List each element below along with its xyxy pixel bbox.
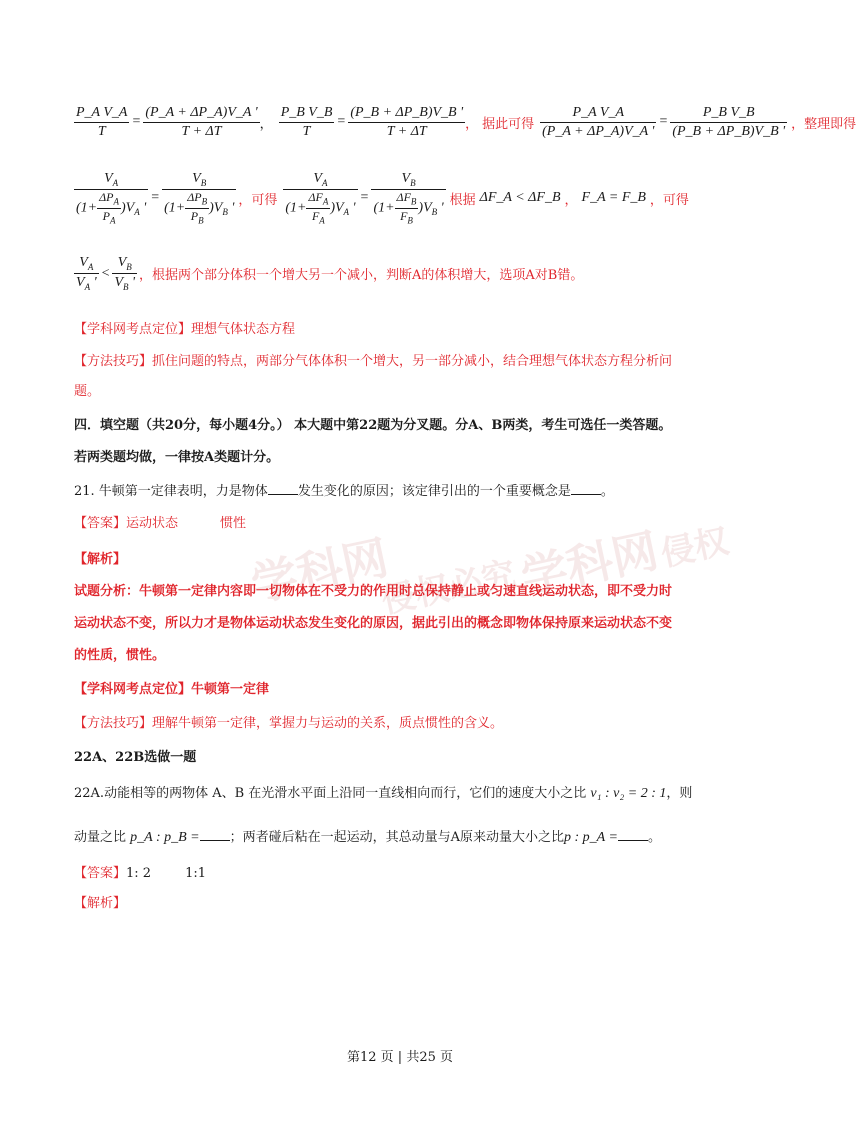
fraction: $\frac{\text{P\_B V\_B}}{T}$ — [280, 105, 333, 139]
page-footer: 第12 页 | 共25 页 — [347, 1050, 453, 1065]
jiexi-label: 【解析】 — [74, 552, 127, 567]
analysis-line-1: 试题分析：牛顿第一定律内容即一切物体在不受力的作用时总保持静止或匀速直线运动状态，即不受力时 — [74, 584, 673, 599]
section-heading-line-2: 若两类题均做，一律按A类题计分。 — [74, 450, 280, 465]
watermark: 侵权必究 — [378, 554, 520, 622]
equation-row-2: $V_A$ (1+ $\frac{\Delta P_A}{P_A}$ )$V_A$ ' = $V_B$ (1+ $\frac{\Delta P_B}{P_B}$ )$V_B$ ' ，可得 $V_A$ (1+ $\frac{\Delta F_A}{F_A}$ )$V_A$ ' = $V_B$ (1+ $\frac{\Delta F_B}{F_B}$ )$V_B$ ' 根据 ΔF_A < ΔF_B ， F_A = F_B ，可得 — [76, 171, 689, 226]
watermark: 学科网 — [516, 523, 663, 605]
answer-blank — [268, 482, 298, 495]
fangfa-line-2: 题。 — [74, 384, 101, 399]
answer-blank — [200, 828, 230, 841]
fraction: $\frac{(P\_B + \Delta P\_B)V\_B '}{T + \Delta T}$ — [350, 105, 464, 139]
answer-blank — [571, 482, 601, 495]
answer-blank — [618, 828, 648, 841]
equation-row-3: $\frac{V_A}{V_A '}$ < $\frac{V_B}{V_B '}$ ，根据两个部分体积一个增大另一个减小，判断A的体积增大，选项A对B错。 — [76, 255, 584, 292]
question-22a-line-1: 22A.动能相等的两物体 A、B 在光滑水平面上沿同一直线相向而行，它们的速度大小之比 v₁ : v₂ = 2 : 1，则 — [74, 786, 693, 801]
fangfa-line-1: 【方法技巧】抓住问题的特点，两部分气体体积一个增大，另一部分减小，结合理想气体状态方程分析问 — [74, 354, 673, 369]
fraction: $\frac{(P\_A + \Delta P\_A)V\_A '}{T + \Delta T}$ — [145, 105, 258, 139]
question-22-title: 22A、22B选做一题 — [74, 750, 197, 765]
kaodian-label: 【学科网考点定位】理想气体状态方程 — [74, 322, 296, 337]
fangfa-label-2: 【方法技巧】理解牛顿第一定律，掌握力与运动的关系，质点惯性的含义。 — [74, 716, 504, 731]
fraction: $V_B$ (1+ $\frac{\Delta F_B}{F_B}$ )$V_B$ ' — [373, 171, 444, 226]
watermark: 学科网 — [246, 530, 393, 612]
question-22a-line-2: 动量之比 p_A : p_B = ；两者碰后粘在一起运动，其总动量与A原来动量大小之比p : p_A = 。 — [74, 830, 661, 845]
analysis-line-3: 的性质，惯性。 — [74, 648, 166, 663]
fraction: $\frac{V_B}{V_B '}$ — [114, 255, 136, 292]
fraction: $\frac{V_A}{V_A '}$ — [76, 255, 97, 292]
watermark: 侵权 — [657, 521, 733, 575]
fraction: $V_A$ (1+ $\frac{\Delta F_A}{F_A}$ )$V_A$ ' — [285, 171, 356, 226]
fraction: $\frac{\text{P\_B V\_B}}{(P\_B + \Delta P\_B)V\_B '}$ — [672, 105, 786, 139]
fraction: $V_B$ (1+ $\frac{\Delta P_B}{P_B}$ )$V_B$ ' — [164, 171, 235, 226]
analysis-line-2: 运动状态不变，所以力才是物体运动状态发生变化的原因，据此引出的概念即物体保持原来运动状态不变 — [74, 616, 673, 631]
answer-21: 【答案】运动状态 惯性 — [74, 516, 247, 531]
question-21: 21. 牛顿第一定律表明，力是物体 发生变化的原因；该定律引出的一个重要概念是 。 — [74, 484, 614, 499]
fraction: $\frac{\text{P\_A V\_A}}{(P\_A + \Delta P\_A)V\_A '}$ — [542, 105, 655, 139]
jiexi-label-2: 【解析】 — [74, 896, 127, 911]
answer-22: 【答案】1: 2 1:1 — [74, 866, 206, 881]
equation-row-1: $\frac{\text{P\_A V\_A}}{T}$ = $\frac{(P\_A + \Delta P\_A)V\_A '}{T + \Delta T}$ ， $\frac{\text{P\_B V\_B}}{T}$ = $\frac{(P\_B + \Delta P\_B)V\_B '}{T + \Delta T}$ ， 据此可得 $\frac{\text{P\_A V\_A}}{(P\_A + \Delta P\_A)V\_A '}$ = $\frac{\text{P\_B V\_B}}{(P\_B + \Delta P\_B)V\_B '}$ ，整理即得 — [76, 105, 856, 139]
section-heading-line-1: 四．填空题（共20分，每小题4分。） 本大题中第22题为分叉题。分A、B两类，考生可选任一类答题。 — [74, 418, 672, 433]
fraction: $V_A$ (1+ $\frac{\Delta P_A}{P_A}$ )$V_A$ ' — [76, 171, 147, 226]
kaodian-label-2: 【学科网考点定位】牛顿第一定律 — [74, 682, 270, 697]
fraction: $\frac{\text{P\_A V\_A}}{T}$ — [76, 105, 128, 139]
